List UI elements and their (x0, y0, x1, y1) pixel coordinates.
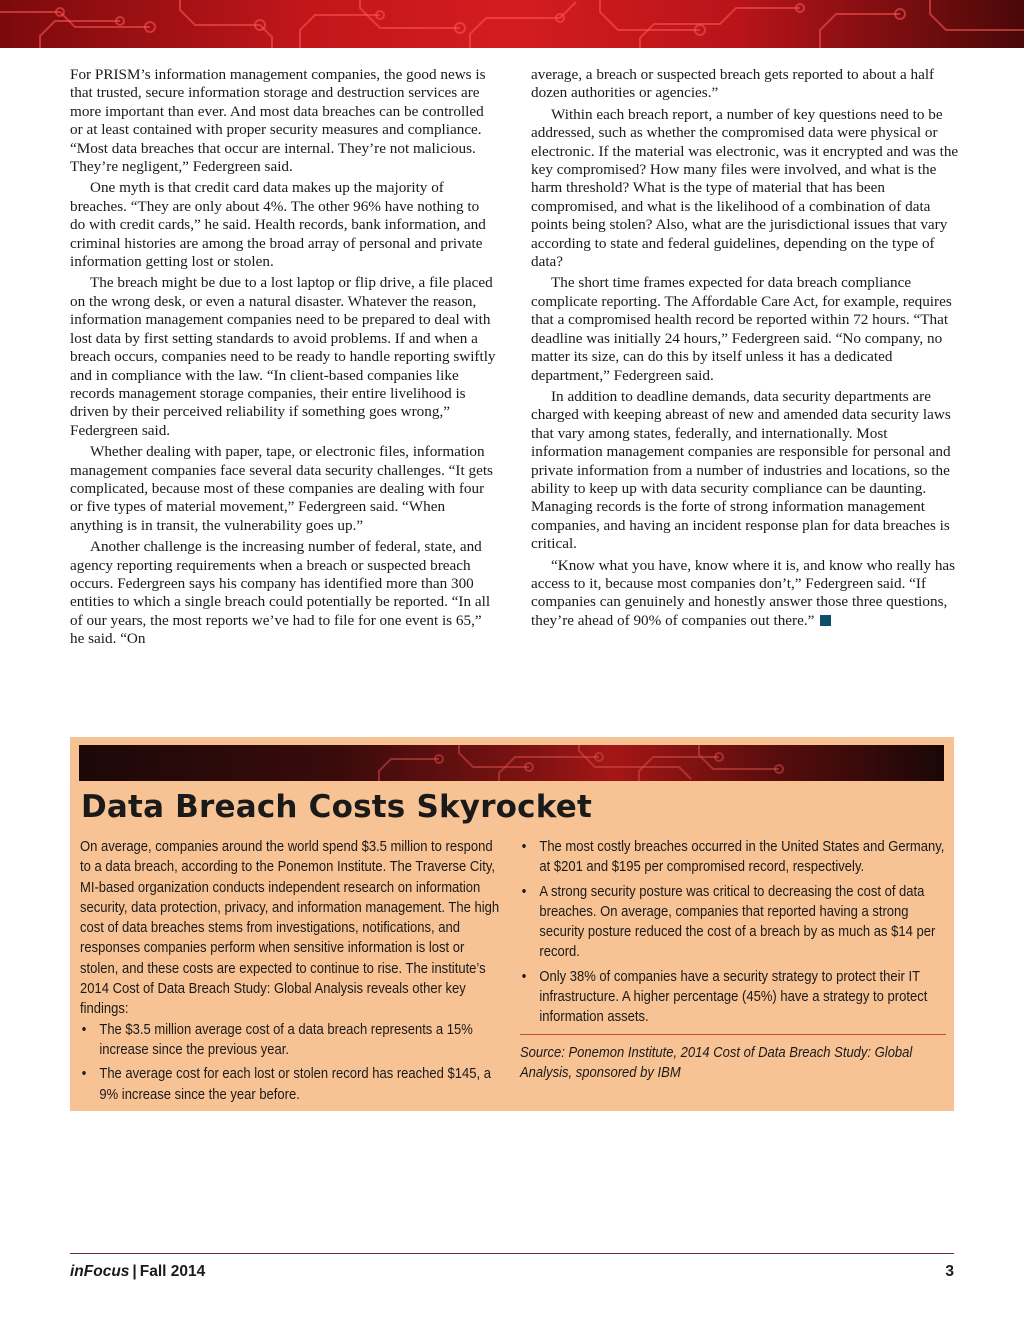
bullet-icon: • (81, 1021, 87, 1038)
article-paragraph: Within each breach report, a number of key questions need to be addressed, such as whether the compromised data were physical or electronic. If the material was electronic, was it encrypted and was the key compromised? How many files were involved, and what is the harm threshold? What is the type of material that has been compromised, and what is the likelihood of a combination of data points being stolen? Also, what are the jurisdictional issues that vary according to state and federal guidelines, depending on the type of data? (531, 105, 959, 271)
publication-name: inFocus (70, 1263, 130, 1280)
article-paragraph: The short time frames expected for data breach compliance complicate reporting. The Affordable Care Act, for example, requires that a compromised health record be reported within 72 hours. “That deadline was initially 24 hours,” Federgreen said. “No company, no matter its size, can do this by itself unless it has a dedicated department,” Federgreen said. (531, 274, 952, 384)
circuit-pattern-graphic (0, 0, 1024, 48)
article-paragraph: For PRISM’s information management companies, the good news is that trusted, secure information storage and destruction services are more important than ever. And most data breaches can be controlled or at least contained with proper security measures and compliance. “Most data breaches that occur are internal. They’re not malicious. They’re negligent,” Federgreen said. (70, 66, 486, 176)
sidebar-box (70, 737, 954, 1111)
article-column-left (70, 66, 498, 652)
footer-separator: | (132, 1263, 137, 1280)
finding-text: The most costly breaches occurred in the United States and Germany, at $201 and $195 per compromised record, respectively. (539, 839, 945, 876)
findings-list-left (80, 1020, 506, 1105)
article-paragraph-final (531, 557, 959, 631)
page-number: 3 (945, 1263, 954, 1280)
article-paragraph: One myth is that credit card data makes up the majority of breaches. “They are only about 4%. The other 96% have nothing to do with credit cards,” he said. Health records, bank information, and criminal histories are among the broad array of personal and private information getting lost or stolen. (70, 179, 486, 271)
finding-item (520, 882, 946, 963)
finding-text: A strong security posture was critical to decreasing the cost of data breaches. On average, companies that reported having a strong security posture reduced the cost of a breach by as much as $14 per record. (539, 883, 936, 961)
end-of-article-mark (820, 615, 831, 626)
article-paragraph: The breach might be due to a lost laptop or flip drive, a file placed on the wrong desk, or even a natural disaster. Whatever the reason, information management companies need to be prepared to deal with lost data by first setting standards to avoid problems. If and when a breach occurs, companies need to be ready to handle reporting swiftly and in compliance with the law. “In client-based companies like records management storage companies, their entire livelihood is driven by their perceived reliability if something goes wrong,” Federgreen said. (70, 274, 496, 439)
finding-text: Only 38% of companies have a security strategy to protect their IT infrastructure. A higher percentage (45%) have a strategy to protect information assets. (539, 968, 928, 1026)
article-column-right (531, 66, 959, 633)
bullet-icon: • (521, 968, 527, 985)
bullet-icon: • (521, 883, 527, 900)
finding-item (80, 1064, 506, 1105)
article-paragraph: Whether dealing with paper, tape, or electronic files, information management companies face several data security challenges. “It gets complicated, because most of these companies are dealing with four or five types of material movement,” Federgreen said. “When anything is in transit, the vulnerability goes up.” (70, 443, 493, 534)
article-paragraph: In addition to deadline demands, data security departments are charged with keeping abreast of new and amended data security laws that vary among states, federally, and internationally. Most information management companies are responsible for personal and private information from a number of industries and locations, so the ability to keep up with data security compliance can be daunting. Managing records is the forte of strong information management companies, and having an incident response plan for data breaches is critical. (531, 387, 951, 553)
sidebar-circuit-banner (79, 745, 944, 781)
footer-publication (70, 1263, 205, 1281)
findings-list-right (520, 837, 946, 1028)
footer-divider (70, 1253, 954, 1254)
finding-text: The $3.5 million average cost of a data breach represents a 15% increase since the previous year. (99, 1021, 473, 1058)
finding-item (520, 967, 946, 1028)
sidebar-column-right (520, 837, 946, 1083)
issue-label: Fall 2014 (139, 1263, 206, 1280)
sidebar-intro: On average, companies around the world spend $3.5 million to respond to a data breach, according to the Ponemon Institute. The Traverse City, MI-based organization conducts independent research on information security, data protection, privacy, and information management. The high cost of data breaches stems from investigations, notifications, and responses companies perform when sensitive information is lost or stolen, and these costs are expected to continue to rise. The institute’s 2014 Cost of Data Breach Study: Global Analysis reveals other key findings: (80, 839, 500, 1018)
source-note: Source: Ponemon Institute, 2014 Cost of Data Breach Study: Global Analysis, sponsored by IBM (520, 1044, 913, 1081)
article-paragraph-text: “Know what you have, know where it is, and know who really has access to it, because most companies don’t,” Federgreen said. “If companies can genuinely and honestly answer those three questions, they’re ahead of 90% of companies out there.” (531, 556, 956, 629)
finding-item (520, 837, 946, 878)
article-paragraph: Another challenge is the increasing number of federal, state, and agency reporting requirements when a breach or suspected breach occurs. Federgreen says his company has identified more than 300 entities to which a single breach could potentially be reported. “In all of our years, the most reports we’ve had to file for one event is 65,” he said. “On (70, 538, 491, 648)
bullet-icon: • (81, 1066, 87, 1083)
circuit-header-banner (0, 0, 1024, 48)
bullet-icon: • (521, 839, 527, 855)
finding-item (80, 1020, 506, 1061)
sidebar-circuit-pattern-graphic (79, 745, 944, 781)
article-paragraph: average, a breach or suspected breach gets reported to about a half dozen authorities or agencies.” (531, 66, 935, 102)
sidebar-title: Data Breach Costs Skyrocket (81, 789, 592, 825)
source-divider (520, 1034, 946, 1035)
finding-text: The average cost for each lost or stolen record has reached $145, a 9% increase since the year before. (99, 1066, 491, 1103)
sidebar-column-left (80, 837, 506, 1109)
